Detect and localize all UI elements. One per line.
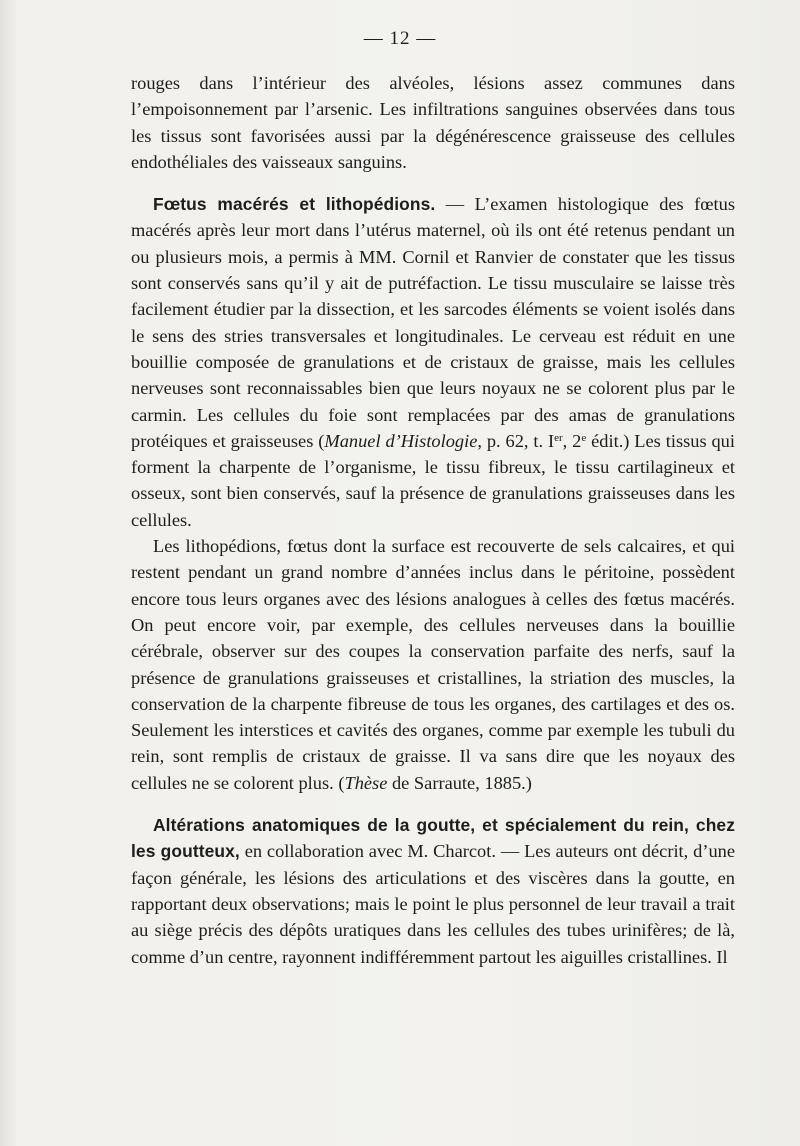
paragraph-foetus-maceres [131,191,735,533]
text-block [131,70,735,970]
reference-these: Thèse [344,772,388,793]
reference-manuel-histologie: Manuel d’Histologie [324,430,478,451]
reference-page: , p. 62, t. I [477,430,555,451]
goutte-body: en collaboration avec M. Charcot. — Les auteurs ont décrit, d’une façon générale, les lésions des articulations et des viscères dans la goutte, en rapportant deux observations; mais le point le plus personnel de leur travail a trait au siège précis des dépôts uratiques dans les cellules des tubes urinifères; de là, comme d’un centre, rayonnent indifféremment partout les aiguilles cristallines. Il [131,841,735,967]
heading-foetus-maceres: Fœtus macérés et lithopédions. [153,194,436,215]
lithopedions-body: Les lithopédions, fœtus dont la surface est recouverte de sels calcaires, et qui restent pendant un grand nombre d’années inclus dans le péritoine, possèdent encore tous leurs organes avec des lésions analogues à celles des fœtus macérés. On peut encore voir, par exemple, des cellules nerveuses dans la bouillie cérébrale, observer sur des coupes la conservation parfaite des nerfs, sauf la présence de granulations graisseuses et cristallines, la striation des muscles, la conservation de la charpente fibreuse de tous les organes, des cartilages et des os. Seulement les interstices et cavités des organes, comme par exemple les tubuli du rein, sont remplis de cristaux de graisse. Il va sans dire que les noyaux des cellules ne se colorent plus. ( [131,536,735,793]
heading-goutte: Altérations anatomiques de la goutte, et spécialement du rein, chez les goutteux, [131,815,735,862]
paragraph-goutte [131,812,735,970]
superscript-e: e [581,431,587,444]
superscript-er: er [554,431,563,444]
paragraph-arsenic-text: rouges dans l’intérieur des alvéoles, lésions assez communes dans l’empoisonnement par l’arsenic. Les infiltrations sanguines observées dans tous les tissus sont favorisées aussi par la dégénérescence graisseuse des cellules endothéliales des vaisseaux sanguins. [131,73,735,172]
paragraph-arsenic [131,70,735,175]
page-number: — 12 — [363,28,437,49]
foetus-body: — L’examen histologique des fœtus macérés après leur mort dans l’utérus maternel, où ils ont été retenus pendant un ou plusieurs mois, a permis à MM. Cornil et Ranvier de constater que les tissus sont conservés sans qu’il y ait de putréfaction. Le tissu musculaire se laisse très facilement étudier par la dissection, et les sarcodes éléments se voient isolés dans le sens des stries transversales et longitudinales. Le cerveau est réduit en une bouillie composée de granulations et de cristaux de graisse, mais les cellules nerveuses sont reconnaissables bien que leurs noyaux ne se colorent plus par le carmin. Les cellules du foie sont remplacées par des amas de granulations protéiques et graisseuses ( [131,194,735,451]
reference-edition: , 2 [562,430,582,451]
paragraph-lithopedions [131,533,735,796]
reference-sarraute: de Sarraute, 1885.) [387,772,532,793]
foetus-body-end: édit.) Les tissus qui forment la charpente de l’organisme, le tissu fibreux, le tissu cartilagineux et osseux, sont bien conservés, sauf la présence de granulations graisseuses dans les cellules. [131,430,735,530]
